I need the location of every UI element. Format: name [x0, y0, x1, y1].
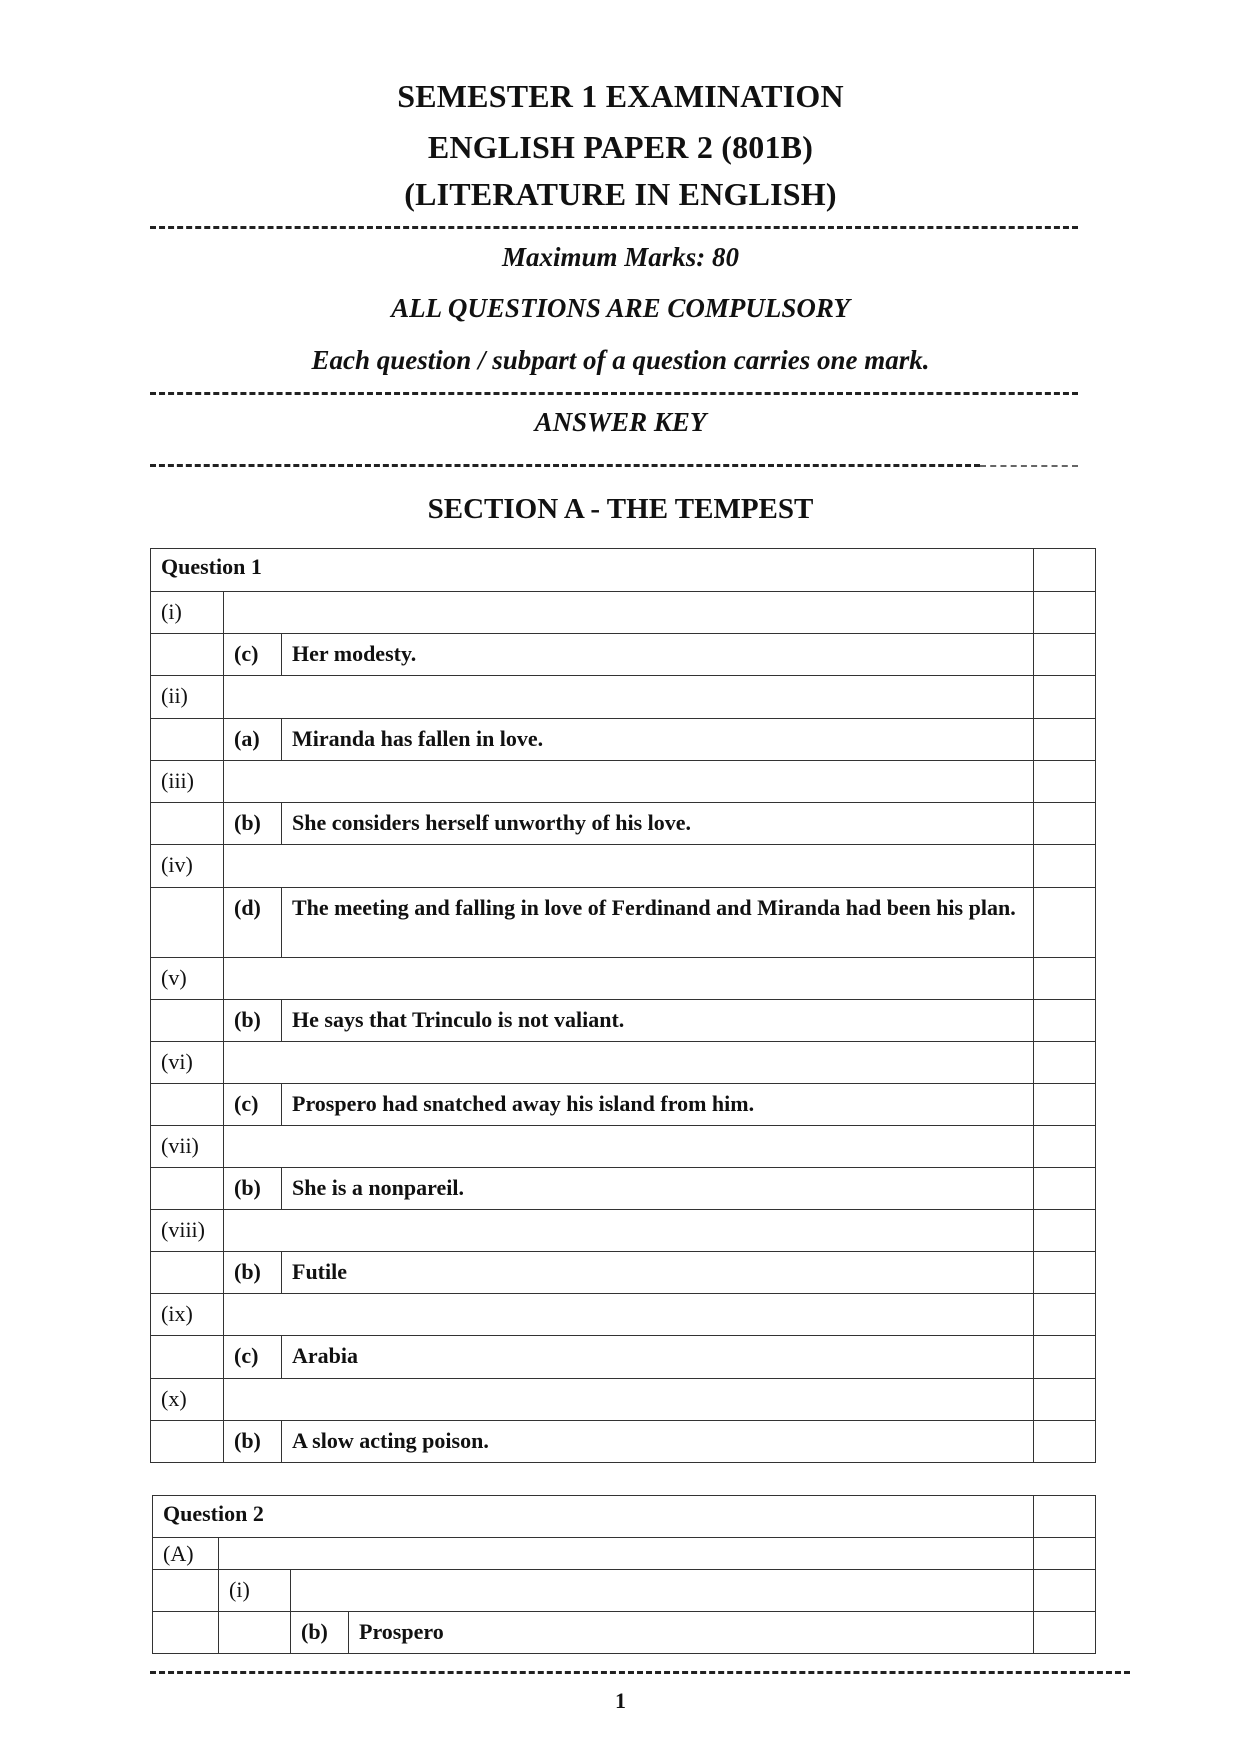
item-number: (iii)	[151, 761, 224, 803]
table-row	[151, 1042, 1096, 1084]
answer-option: (b)	[224, 803, 282, 845]
table-row	[151, 1421, 1096, 1463]
item-number: (ix)	[151, 1294, 224, 1336]
answer-option: (b)	[291, 1612, 349, 1654]
question-title: Question 1	[151, 549, 1034, 592]
answer-option: (a)	[224, 719, 282, 761]
paper-title: ENGLISH PAPER 2 (801B)	[427, 129, 814, 165]
answer-option: (b)	[224, 1252, 282, 1294]
question-1-table	[150, 548, 1096, 1463]
table-row	[151, 761, 1096, 803]
answer-text: Miranda has fallen in love.	[282, 719, 1034, 761]
divider	[150, 464, 980, 467]
table-row	[153, 1612, 1096, 1654]
answer-text: He says that Trinculo is not valiant.	[282, 1000, 1034, 1042]
table-row	[151, 634, 1096, 676]
table-row	[151, 1336, 1096, 1379]
item-number: (x)	[151, 1379, 224, 1421]
exam-title: SEMESTER 1 EXAMINATION	[397, 78, 844, 114]
answer-key-label: ANSWER KEY	[534, 407, 707, 437]
table-row	[151, 1379, 1096, 1421]
table-row	[153, 1496, 1096, 1538]
answer-text: Prospero had snatched away his island from him.	[282, 1084, 1034, 1126]
table-row	[151, 1294, 1096, 1336]
table-row	[151, 1000, 1096, 1042]
table-row	[151, 1168, 1096, 1210]
answer-option: (c)	[224, 1336, 282, 1379]
answer-text: A slow acting poison.	[282, 1421, 1034, 1463]
table-row	[151, 803, 1096, 845]
table-row	[151, 592, 1096, 634]
divider	[150, 226, 1078, 229]
item-number: (i)	[151, 592, 224, 634]
divider	[150, 392, 1078, 395]
table-row	[151, 845, 1096, 888]
section-title: SECTION A - THE TEMPEST	[427, 493, 814, 525]
marking-note: Each question / subpart of a question carries one mark.	[311, 345, 930, 375]
item-number: (ii)	[151, 676, 224, 719]
answer-text: She is a nonpareil.	[282, 1168, 1034, 1210]
answer-option: (c)	[224, 634, 282, 676]
table-row	[151, 1210, 1096, 1252]
table-row	[151, 676, 1096, 719]
item-number: (vi)	[151, 1042, 224, 1084]
item-number: (v)	[151, 958, 224, 1000]
item-number: (i)	[219, 1570, 291, 1612]
paper-subtitle: (LITERATURE IN ENGLISH)	[404, 176, 837, 212]
answer-text: Futile	[282, 1252, 1034, 1294]
table-row	[151, 1126, 1096, 1168]
question-2-table	[152, 1495, 1096, 1654]
table-row	[151, 1252, 1096, 1294]
table-row	[151, 1084, 1096, 1126]
table-row	[153, 1570, 1096, 1612]
answer-option: (c)	[224, 1084, 282, 1126]
compulsory-note: ALL QUESTIONS ARE COMPULSORY	[391, 293, 850, 323]
table-row	[151, 888, 1096, 958]
answer-option: (b)	[224, 1000, 282, 1042]
max-marks: Maximum Marks: 80	[501, 242, 740, 272]
answer-text: Arabia	[282, 1336, 1034, 1379]
answer-text: She considers herself unworthy of his love.	[282, 803, 1034, 845]
page-number: 1	[615, 1688, 626, 1713]
table-row	[153, 1538, 1096, 1570]
answer-text: Prospero	[349, 1612, 1034, 1654]
divider	[150, 1671, 1130, 1674]
answer-text: Her modesty.	[282, 634, 1034, 676]
table-row	[151, 719, 1096, 761]
table-row	[151, 549, 1096, 592]
answer-option: (b)	[224, 1421, 282, 1463]
item-number: (vii)	[151, 1126, 224, 1168]
question-title: Question 2	[153, 1496, 1034, 1538]
divider	[980, 465, 1078, 467]
item-number: (viii)	[151, 1210, 224, 1252]
table-row	[151, 958, 1096, 1000]
item-number: (iv)	[151, 845, 224, 888]
answer-text: The meeting and falling in love of Ferdinand and Miranda had been his plan.	[282, 888, 1034, 958]
answer-option: (d)	[224, 888, 282, 958]
answer-option: (b)	[224, 1168, 282, 1210]
part-label: (A)	[153, 1538, 219, 1570]
